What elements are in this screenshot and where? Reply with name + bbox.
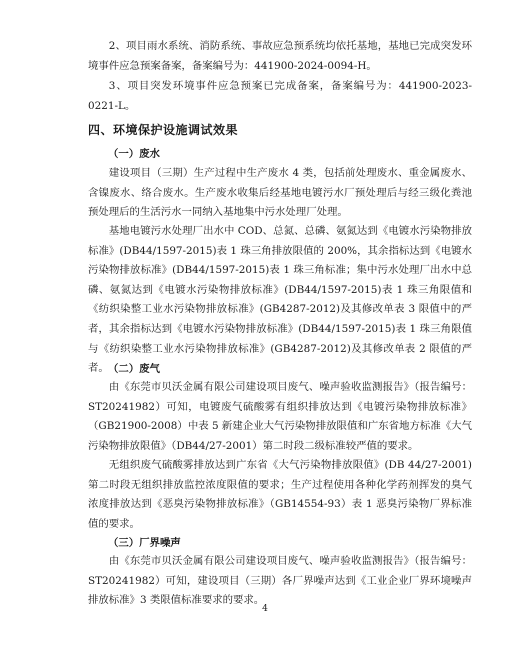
paragraph-organized-exhaust: 由《东莞市贝沃金属有限公司建设项目废气、噪声验收监测报告》（报告编号：ST20241982）可知，电镀废气硫酸雾有组织排放达到《电镀污染物排放标准》（GB21900-2008）中表 5 新建企业大气污染物排放限值和广东省地方标准《大气污染物排放限值》（DB44/27-2001）第二时段二级标准较严值的要求。 bbox=[88, 381, 472, 452]
paragraph-wastewater-standards: 基地电镀污水处理厂出水中 COD、总氮、总磷、氨氮达到《电镀水污染物排放标准》(DB44/1597-2015)表 1 珠三角排放限值的 200%，其余指标达到《电镀水污染物排放标准》(DB44/1597-2015)表 1 珠三角标准；集中污水处理厂出水中总磷、氨氮达到《电镀水污染物排放标准》(DB44/1597-2015)表 1 珠三角限值和《纺织染整工业水污染物排放标准》(GB4287-2012)及其修改单表 3 限值中的严者，其余指标达到《电镀水污染物排放标准》(DB44/1597-2015)表 1 珠三角限值与《纺织染整工业水污染物排放标准》(GB4287-2012)及其修改单表 2 限值的严者。 bbox=[88, 225, 472, 375]
paragraph-wastewater-types: 建设项目（三期）生产过程中生产废水 4 类，包括前处理废水、重金属废水、含镍废水、络合废水。生产废水收集后经基地电镀污水厂预处理后与经三级化粪池预处理后的生活污水一同纳入基地集中污水处理厂处理。 bbox=[88, 167, 472, 219]
paragraph-emergency-plan-project: 3、项目突发环境事件应急预案已完成备案，备案编号为：441900-2023-0221-L。 bbox=[88, 80, 472, 112]
section-heading-environmental-protection: 四、环境保护设施调试效果 bbox=[88, 123, 239, 137]
subheading-exhaust-gas: （二）废气 bbox=[108, 363, 160, 375]
paragraph-emergency-plan-base: 2、项目雨水系统、消防系统、事故应急预系统均依托基地，基地已完成突发环境事件应急预案备案，备案编号为：441900-2024-0094-H。 bbox=[88, 40, 472, 72]
page-number: 4 bbox=[262, 604, 268, 614]
subheading-wastewater: （一）废水 bbox=[108, 148, 160, 160]
paragraph-unorganized-exhaust: 无组织废气硫酸雾排放达到广东省《大气污染物排放限值》(DB 44/27-2001)第二时段无组织排放监控浓度限值的要求；生产过程使用各种化学药剂挥发的臭气浓度排放达到《恶臭污染物排放标准》（GB14554-93）表 1 恶臭污染物厂界标准值的要求。 bbox=[88, 459, 472, 530]
subheading-boundary-noise: （三）厂界噪声 bbox=[108, 537, 181, 549]
paragraph-noise: 由《东莞市贝沃金属有限公司建设项目废气、噪声验收监测报告》（报告编号：ST20241982）可知，建设项目（三期）各厂界噪声达到《工业企业厂界环境噪声排放标准》3 类限值标准要求的要求。 bbox=[88, 555, 472, 607]
